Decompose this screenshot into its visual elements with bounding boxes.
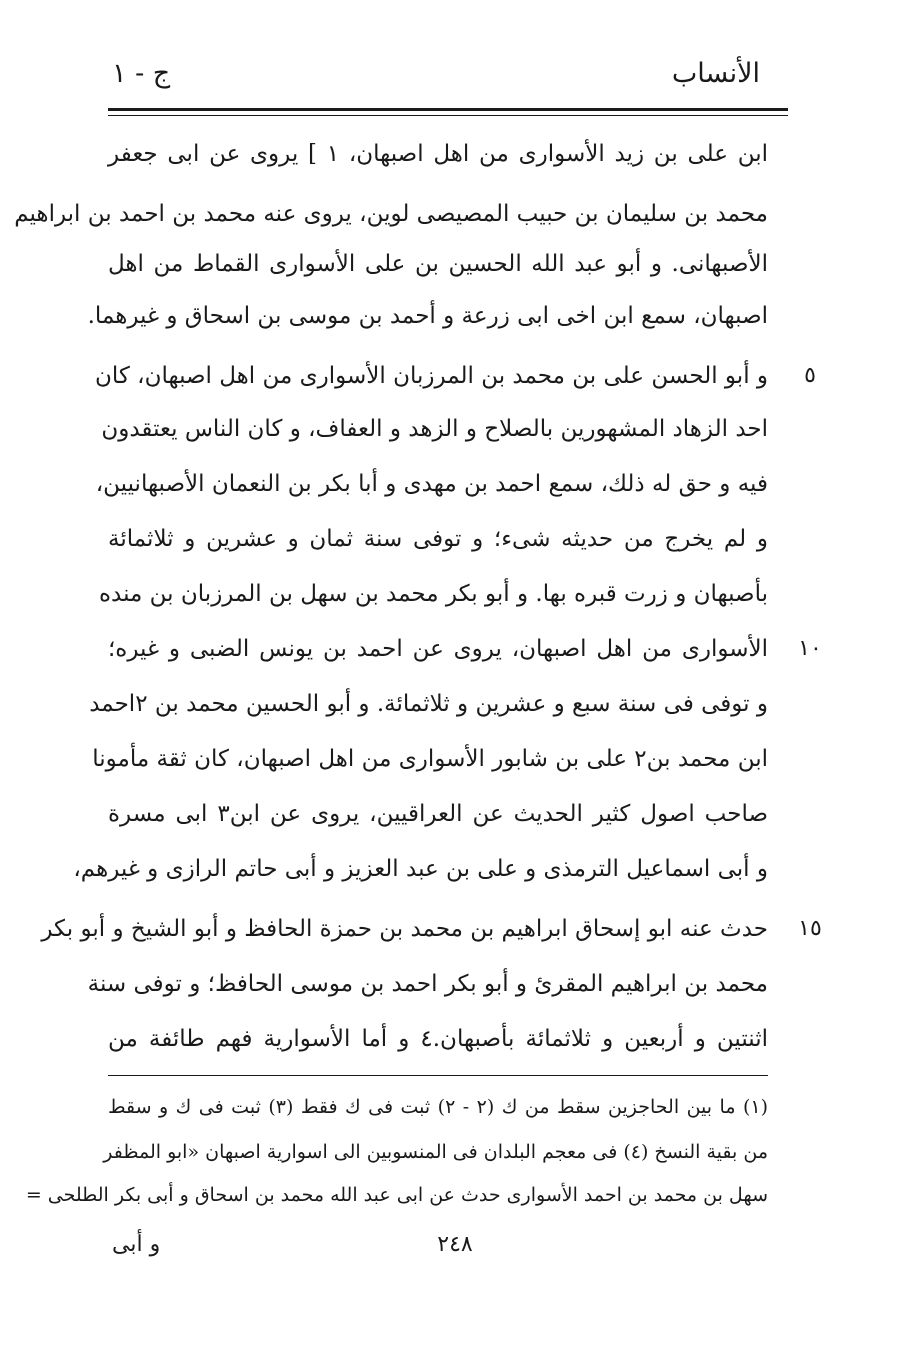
text-line: ابن علی بن زيد الأسواری من اهل اصبهان، ١ ] يروى عن ابی جعفر: [108, 141, 769, 167]
line-number-15: ١٥: [798, 916, 822, 941]
header-rule-thick: [108, 108, 788, 111]
page-number: ٢٤٨: [437, 1232, 473, 1257]
text-line: و أبی اسماعيل الترمذی و علی بن عبد العزيز و أبی حاتم الرازی و غيرهم،: [73, 856, 768, 882]
text-line: الأصبهانی. و أبو عبد الله الحسين بن علی الأسواری القماط من اهل: [108, 251, 768, 277]
text-line: الأسواری من اهل اصبهان، يروى عن احمد بن يونس الضبی و غيره؛: [108, 636, 768, 662]
footnote-separator: [108, 1075, 768, 1076]
text-line: فيه و حق له ذلك، سمع احمد بن مهدی و أبا بكر بن النعمان الأصبهانيين،: [95, 471, 768, 497]
text-line: ابن محمد بن٢ علی بن شابور الأسواری من اهل اصبهان، كان ثقة مأمونا: [92, 746, 768, 772]
text-line: اصبهان، سمع ابن اخی ابی زرعة و أحمد بن موسى بن اسحاق و غيرهما.: [87, 303, 768, 329]
catchword: و أبی: [112, 1232, 161, 1257]
footnote-line: من بقية النسخ (٤) فی معجم البلدان فی المنسوبين الى اسوارية اصبهان «ابو المظفر: [103, 1141, 768, 1163]
text-line: اثنتين و أربعين و ثلاثمائة بأصبهان.٤ و أما الأسوارية فهم طائفة من: [108, 1026, 768, 1052]
header-rule-thin: [108, 115, 788, 116]
text-line: صاحب اصول كثير الحديث عن العراقيين، يروى عن ابن٣ ابی مسرة: [108, 801, 768, 827]
text-line: و أبو الحسن علی بن محمد بن المرزبان الأسواری من اهل اصبهان، كان: [95, 363, 768, 389]
running-head-volume: ج - ١: [112, 58, 171, 89]
line-number-5: ٥: [804, 363, 816, 388]
line-number-10: ١٠: [798, 636, 822, 661]
footnote-line: (١) ما بين الحاجزين سقط من ك (٢ - ٢) ثبت فی ك فقط (٣) ثبت فی ك و سقط: [108, 1096, 769, 1118]
text-line: محمد بن سليمان بن حبيب المصيصی لوين، يروى عنه محمد بن احمد بن ابراهيم: [14, 201, 768, 227]
text-line: و لم يخرج من حديثه شیء؛ و توفی سنة ثمان و عشرين و ثلاثمائة: [108, 526, 768, 552]
footnote-line: سهل بن محمد بن احمد الأسواری حدث عن ابی عبد الله محمد بن اسحاق و أبی بكر الطلحی =: [25, 1184, 768, 1206]
text-line: احد الزهاد المشهورين بالصلاح و الزهد و العفاف، و كان الناس يعتقدون: [101, 416, 768, 442]
running-head-title: الأنساب: [671, 58, 760, 89]
text-line: حدث عنه ابو إسحاق ابراهيم بن محمد بن حمزة الحافظ و أبو الشيخ و أبو بكر: [41, 916, 768, 942]
text-line: بأصبهان و زرت قبره بها. و أبو بكر محمد بن سهل بن المرزبان بن منده: [98, 581, 768, 607]
text-line: محمد بن ابراهيم المقرئ و أبو بكر احمد بن موسى الحافظ؛ و توفی سنة: [87, 971, 768, 997]
text-line: و توفی فی سنة سبع و عشرين و ثلاثمائة. و أبو الحسين محمد بن ٢احمد: [89, 691, 768, 717]
